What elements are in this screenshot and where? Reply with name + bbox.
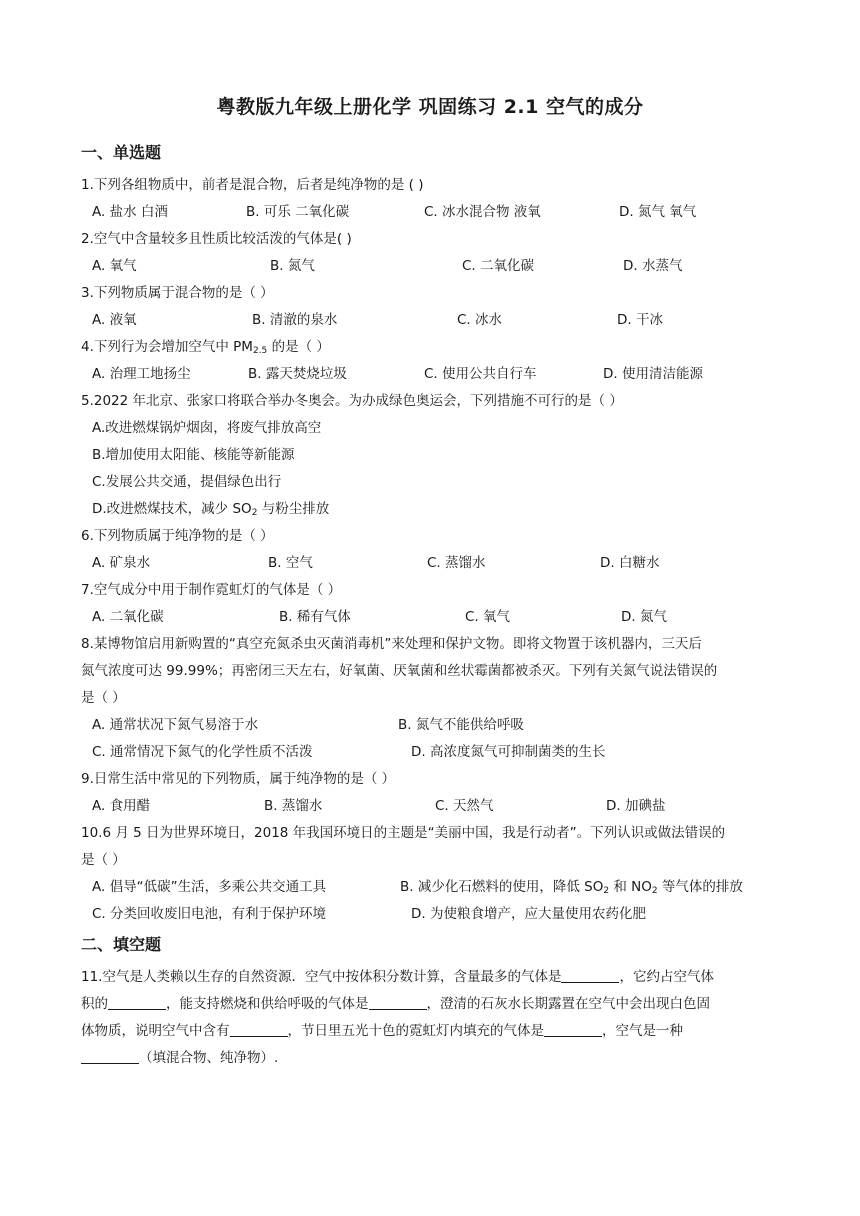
question-7-option-c: C. 氧气 xyxy=(465,609,511,625)
answer-blank-4[interactable] xyxy=(230,1022,288,1037)
question-4-option-c: C. 使用公共自行车 xyxy=(424,366,537,382)
question-7-option-d: D. 氮气 xyxy=(621,609,667,625)
question-11-text-8: ，空气是一种 xyxy=(602,1023,683,1039)
question-6-option-d: D. 白糖水 xyxy=(600,555,660,571)
question-8-stem-line-2: 氮气浓度可达 99.99%；再密闭三天左右，好氧菌、厌氧菌和丝状霉菌都被杀灭。下列有关氮气说法错误的 xyxy=(81,663,718,679)
question-9-option-a: A. 食用醋 xyxy=(92,798,151,814)
question-9-option-b: B. 蒸馏水 xyxy=(264,798,323,814)
question-11-text-2: ，它约占空气体 xyxy=(619,969,714,985)
worksheet-title: 粤教版九年级上册化学 巩固练习 2.1 空气的成分 xyxy=(216,96,644,118)
question-6-stem: 6.下列物质属于纯净物的是（ ） xyxy=(81,528,274,544)
question-5-option-b: B.增加使用太阳能、核能等新能源 xyxy=(92,447,295,463)
question-7-stem: 7.空气成分中用于制作霓虹灯的气体是（ ） xyxy=(81,582,342,598)
question-5-option-d-text: D.改进燃煤技术，减少 SO xyxy=(92,501,252,517)
question-10-option-b-end: 等气体的排放 xyxy=(657,879,743,895)
question-3-option-a: A. 液氧 xyxy=(92,312,137,328)
question-11-text-3: 积的 xyxy=(81,996,108,1012)
question-8-option-d: D. 高浓度氮气可抑制菌类的生长 xyxy=(411,744,606,760)
answer-blank-3[interactable] xyxy=(369,995,427,1010)
question-2-option-b: B. 氮气 xyxy=(270,258,315,274)
answer-blank-6[interactable] xyxy=(81,1049,139,1064)
question-10-stem-line-2: 是（ ） xyxy=(81,852,126,868)
question-5-stem: 5.2022 年北京、张家口将联合举办冬奥会。为办成绿色奥运会，下列措施不可行的是（ ） xyxy=(81,393,623,409)
question-4-option-d: D. 使用清洁能源 xyxy=(603,366,703,382)
question-5-option-d-end: 与粉尘排放 xyxy=(257,501,330,517)
question-11-line-1 xyxy=(81,968,714,986)
question-2-option-d: D. 水蒸气 xyxy=(623,258,683,274)
question-10-subscript-no2: 2 xyxy=(651,886,658,896)
question-11-text-5: ，澄清的石灰水长期露置在空气中会出现白色固 xyxy=(426,996,710,1012)
question-5-option-d xyxy=(92,500,329,522)
question-6-option-c: C. 蒸馏水 xyxy=(427,555,486,571)
question-10-stem-line-1: 10.6 月 5 日为世界环境日，2018 年我国环境日的主题是“美丽中国，我是行动者”。下列认识或做法错误的 xyxy=(81,825,726,841)
question-10-option-b xyxy=(400,878,743,900)
question-3-stem: 3.下列物质属于混合物的是（ ） xyxy=(81,285,274,301)
question-4-stem-text: 4.下列行为会增加空气中 PM xyxy=(81,339,253,355)
question-11-text-4: ，能支持燃烧和供给呼吸的气体是 xyxy=(166,996,369,1012)
question-6-option-b: B. 空气 xyxy=(268,555,313,571)
question-11-line-3 xyxy=(81,1022,683,1040)
question-2-option-a: A. 氧气 xyxy=(92,258,137,274)
section-heading-fill-blank: 二、填空题 xyxy=(81,935,162,954)
question-9-option-d: D. 加碘盐 xyxy=(606,798,666,814)
question-3-option-b: B. 清澈的泉水 xyxy=(252,312,338,328)
question-2-stem: 2.空气中含量较多且性质比较活泼的气体是( ) xyxy=(81,231,352,247)
question-9-option-c: C. 天然气 xyxy=(435,798,494,814)
question-7-option-a: A. 二氧化碳 xyxy=(92,609,164,625)
question-4-stem-end: 的是（ ） xyxy=(267,339,330,355)
question-5-option-a: A.改进燃煤锅炉烟囱，将废气排放高空 xyxy=(92,420,322,436)
question-11-text-6: 体物质，说明空气中含有 xyxy=(81,1023,230,1039)
question-8-stem-line-1: 8.某博物馆启用新购置的“真空充氮杀虫灭菌消毒机”来处理和保护文物。即将文物置于该机器内，三天后 xyxy=(81,636,702,652)
question-11-line-2 xyxy=(81,995,710,1013)
question-8-stem-line-3: 是（ ） xyxy=(81,690,126,706)
question-1-option-d: D. 氮气 氧气 xyxy=(619,204,697,220)
question-5-option-c: C.发展公共交通，提倡绿色出行 xyxy=(92,474,282,490)
question-9-stem: 9.日常生活中常见的下列物质，属于纯净物的是（ ） xyxy=(81,771,396,787)
answer-blank-5[interactable] xyxy=(544,1022,602,1037)
question-8-option-a: A. 通常状况下氮气易溶于水 xyxy=(92,717,259,733)
question-10-option-c: C. 分类回收废旧电池，有利于保护环境 xyxy=(92,906,327,922)
question-10-subscript-so2: 2 xyxy=(603,886,610,896)
question-10-option-a: A. 倡导“低碳”生活，多乘公共交通工具 xyxy=(92,879,327,895)
question-1-stem: 1.下列各组物质中，前者是混合物，后者是纯净物的是 ( ) xyxy=(81,177,424,193)
question-11-line-4 xyxy=(81,1049,278,1067)
question-4-subscript: 2.5 xyxy=(252,346,268,356)
question-4-option-a: A. 治理工地扬尘 xyxy=(92,366,191,382)
question-11-text-9: （填混合物、纯净物）. xyxy=(139,1050,279,1066)
question-5-subscript: 2 xyxy=(251,508,258,518)
question-10-option-b-text: B. 减少化石燃料的使用，降低 SO xyxy=(400,879,604,895)
question-8-option-b: B. 氮气不能供给呼吸 xyxy=(398,717,524,733)
question-10-option-d: D. 为使粮食增产，应大量使用农药化肥 xyxy=(411,906,646,922)
question-2-option-c: C. 二氧化碳 xyxy=(462,258,535,274)
question-3-option-d: D. 干冰 xyxy=(617,312,663,328)
question-1-option-a: A. 盐水 白酒 xyxy=(92,204,168,220)
answer-blank-1[interactable] xyxy=(561,968,619,983)
answer-blank-2[interactable] xyxy=(108,995,166,1010)
question-8-option-c: C. 通常情况下氮气的化学性质不活泼 xyxy=(92,744,313,760)
question-1-option-c: C. 冰水混合物 液氧 xyxy=(424,204,541,220)
question-7-option-b: B. 稀有气体 xyxy=(279,609,351,625)
question-6-option-a: A. 矿泉水 xyxy=(92,555,151,571)
question-4-stem xyxy=(81,338,330,360)
question-11-text-7: ，节日里五光十色的霓虹灯内填充的气体是 xyxy=(287,1023,544,1039)
question-3-option-c: C. 冰水 xyxy=(457,312,503,328)
question-11-text-1: 11.空气是人类赖以生存的自然资源．空气中按体积分数计算，含量最多的气体是 xyxy=(81,969,562,985)
question-1-option-b: B. 可乐 二氧化碳 xyxy=(246,204,350,220)
question-10-option-b-mid: 和 NO xyxy=(609,879,652,895)
question-4-option-b: B. 露天焚烧垃圾 xyxy=(248,366,347,382)
section-heading-single-choice: 一、单选题 xyxy=(81,143,162,162)
